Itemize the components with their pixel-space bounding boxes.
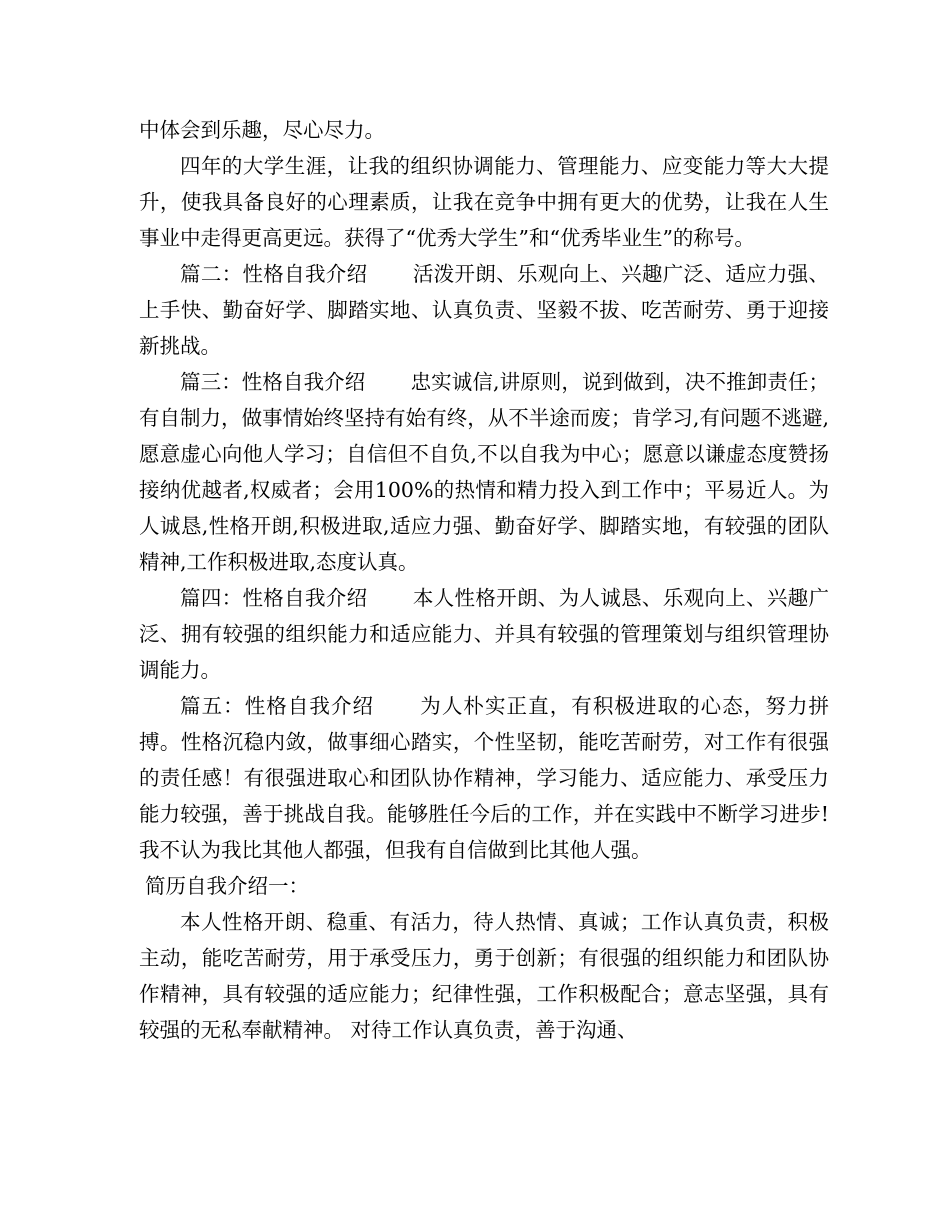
paragraph-continued bbox=[139, 112, 829, 148]
section-title: 篇二：性格自我介绍 bbox=[180, 262, 368, 286]
paragraph-text: 四年的大学生涯，让我的组织协调能力、管理能力、应变能力等大大提升，使我具备良好的心理素质，让我在竞争中拥有更大的优势，让我在人生事业中走得更高更远。获得了“优秀大学生”和“优秀毕业生”的称号。 bbox=[139, 154, 829, 250]
section-title: 篇三：性格自我介绍 bbox=[180, 370, 366, 394]
section-two bbox=[139, 256, 829, 364]
paragraph-text: 本人性格开朗、稳重、有活力，待人热情、真诚；工作认真负责，积极主动，能吃苦耐劳，用于承受压力，勇于创新；有很强的组织能力和团队协作精神，具有较强的适应能力；纪律性强，工作积极配合；意志坚强，具有较强的无私奉献精神。 对待工作认真负责，善于沟通、 bbox=[139, 910, 829, 1042]
paragraph-text: 中体会到乐趣，尽心尽力。 bbox=[139, 118, 385, 142]
section-three bbox=[139, 364, 829, 580]
section-text: 忠实诚信,讲原则，说到做到，决不推卸责任；有自制力，做事情始终坚持有始有终，从不半途而废；肯学习,有问题不逃避,愿意虚心向他人学习；自信但不自负,不以自我为中心；愿意以谦虚态度赞扬接纳优越者,权威者；会用100%的热情和精力投入到工作中；平易近人。为人诚恳,性格开朗,积极进取,适应力强、勤奋好学、脚踏实地，有较强的团队精神,工作积极进取,态度认真。 bbox=[139, 370, 830, 574]
section-title: 篇五：性格自我介绍 bbox=[180, 694, 375, 718]
section-five bbox=[139, 688, 829, 868]
section-text: 活泼开朗、乐观向上、兴趣广泛、适应力强、上手快、勤奋好学、脚踏实地、认真负责、坚毅不拔、吃苦耐劳、勇于迎接新挑战。 bbox=[139, 262, 830, 358]
sub-heading: 简历自我介绍一： bbox=[145, 874, 309, 898]
section-text: 本人性格开朗、为人诚恳、乐观向上、兴趣广泛、拥有较强的组织能力和适应能力、并具有较强的管理策划与组织管理协调能力。 bbox=[139, 586, 830, 682]
document-body bbox=[139, 112, 829, 1048]
paragraph-closing bbox=[139, 904, 829, 1048]
section-title: 篇四：性格自我介绍 bbox=[180, 586, 368, 610]
section-text: 为人朴实正直，有积极进取的心态，努力拼搏。性格沉稳内敛，做事细心踏实，个性坚韧，能吃苦耐劳，对工作有很强的责任感！有很强进取心和团队协作精神，学习能力、适应能力、承受压力能力较强，善于挑战自我。能够胜任今后的工作，并在实践中不断学习进步!我不认为我比其他人都强，但我有自信做到比其他人强。 bbox=[139, 694, 830, 862]
paragraph-university bbox=[139, 148, 829, 256]
section-four bbox=[139, 580, 829, 688]
